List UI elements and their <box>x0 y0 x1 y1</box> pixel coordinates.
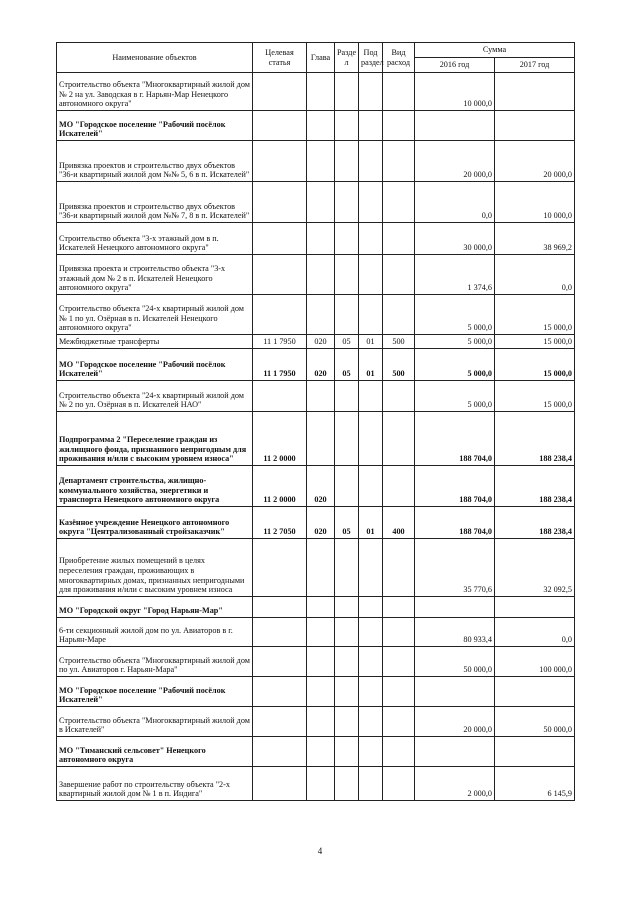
row-expense-type <box>383 647 415 677</box>
row-subsection <box>359 223 383 255</box>
row-subsection: 01 <box>359 349 383 381</box>
table-row <box>57 507 575 539</box>
row-sum-2017: 15 000,0 <box>495 295 575 335</box>
row-section <box>335 412 359 466</box>
row-sum-2016: 20 000,0 <box>415 707 495 737</box>
row-sum-2016: 50 000,0 <box>415 647 495 677</box>
row-section <box>335 707 359 737</box>
header-sum: Сумма <box>415 43 575 58</box>
row-subsection <box>359 647 383 677</box>
row-sum-2016: 5 000,0 <box>415 349 495 381</box>
table-row <box>57 141 575 182</box>
row-section <box>335 677 359 707</box>
row-target-article <box>253 381 307 412</box>
row-section <box>335 466 359 507</box>
row-sum-2017: 15 000,0 <box>495 381 575 412</box>
row-target-article <box>253 182 307 223</box>
row-sum-2016: 5 000,0 <box>415 295 495 335</box>
row-chapter <box>307 767 335 801</box>
row-section <box>335 647 359 677</box>
row-target-article <box>253 767 307 801</box>
row-chapter: 020 <box>307 507 335 539</box>
row-expense-type <box>383 412 415 466</box>
row-sum-2017: 188 238,4 <box>495 507 575 539</box>
row-sum-2016: 188 704,0 <box>415 507 495 539</box>
row-target-article <box>253 141 307 182</box>
row-subsection <box>359 677 383 707</box>
row-subsection <box>359 618 383 647</box>
table-row <box>57 647 575 677</box>
row-section <box>335 597 359 618</box>
row-section <box>335 767 359 801</box>
row-sum-2017: 15 000,0 <box>495 335 575 349</box>
row-target-article <box>253 295 307 335</box>
row-subsection <box>359 539 383 597</box>
row-expense-type <box>383 73 415 111</box>
row-expense-type: 500 <box>383 335 415 349</box>
row-expense-type <box>383 539 415 597</box>
row-target-article <box>253 707 307 737</box>
row-chapter <box>307 597 335 618</box>
row-sum-2016: 1 374,6 <box>415 255 495 295</box>
row-chapter <box>307 707 335 737</box>
row-subsection <box>359 597 383 618</box>
row-section: 05 <box>335 349 359 381</box>
row-sum-2017: 188 238,4 <box>495 412 575 466</box>
header-2016: 2016 год <box>415 58 495 73</box>
row-subsection <box>359 767 383 801</box>
row-subsection <box>359 182 383 223</box>
row-expense-type <box>383 597 415 618</box>
table-row <box>57 618 575 647</box>
header-2017: 2017 год <box>495 58 575 73</box>
table-row <box>57 335 575 349</box>
row-sum-2017 <box>495 737 575 767</box>
table-row <box>57 223 575 255</box>
row-name: МО "Городское поселение "Рабочий посёлок Искателей" <box>57 677 253 707</box>
row-sum-2016: 5 000,0 <box>415 335 495 349</box>
row-target-article: 11 2 0000 <box>253 466 307 507</box>
row-name: 6-ти секционный жилой дом по ул. Авиаторов в г. Нарьян-Маре <box>57 618 253 647</box>
row-target-article <box>253 539 307 597</box>
row-section <box>335 223 359 255</box>
row-expense-type <box>383 737 415 767</box>
row-sum-2016 <box>415 597 495 618</box>
row-expense-type <box>383 141 415 182</box>
row-section <box>335 111 359 141</box>
header-section: Разде л <box>335 43 359 73</box>
row-sum-2016: 35 770,6 <box>415 539 495 597</box>
row-sum-2017: 10 000,0 <box>495 182 575 223</box>
row-sum-2017: 6 145,9 <box>495 767 575 801</box>
row-target-article <box>253 647 307 677</box>
row-sum-2017: 50 000,0 <box>495 707 575 737</box>
row-expense-type <box>383 295 415 335</box>
row-chapter <box>307 539 335 597</box>
row-sum-2017: 100 000,0 <box>495 647 575 677</box>
row-name: Строительство объекта "24-х квартирный жилой дом № 1 по ул. Озёрная в п. Искателей Ненецкого автономного округа" <box>57 295 253 335</box>
row-subsection <box>359 73 383 111</box>
row-expense-type <box>383 255 415 295</box>
row-expense-type <box>383 182 415 223</box>
row-sum-2017: 20 000,0 <box>495 141 575 182</box>
budget-table <box>56 42 575 801</box>
row-sum-2016 <box>415 677 495 707</box>
row-section: 05 <box>335 335 359 349</box>
row-target-article <box>253 597 307 618</box>
row-name: МО "Городское поселение "Рабочий посёлок Искателей" <box>57 349 253 381</box>
row-chapter: 020 <box>307 335 335 349</box>
row-section <box>335 73 359 111</box>
row-name: Департамент строительства, жилищно-коммунального хозяйства, энергетики и транспорта Ненецкого автономного округа <box>57 466 253 507</box>
row-sum-2017 <box>495 677 575 707</box>
row-chapter <box>307 381 335 412</box>
row-chapter <box>307 223 335 255</box>
table-row <box>57 111 575 141</box>
row-section <box>335 618 359 647</box>
row-target-article <box>253 111 307 141</box>
table-row <box>57 737 575 767</box>
table-row <box>57 182 575 223</box>
row-name: Привязка проекта и строительство объекта "3-х этажный дом № 2 в п. Искателей Ненецкого автономного округа" <box>57 255 253 295</box>
header-chapter: Глава <box>307 43 335 73</box>
row-section <box>335 255 359 295</box>
row-sum-2017: 188 238,4 <box>495 466 575 507</box>
row-section <box>335 295 359 335</box>
row-sum-2016: 0,0 <box>415 182 495 223</box>
row-sum-2016: 20 000,0 <box>415 141 495 182</box>
page-number: 4 <box>317 846 323 856</box>
row-section <box>335 182 359 223</box>
row-section <box>335 737 359 767</box>
row-expense-type <box>383 223 415 255</box>
row-sum-2017 <box>495 111 575 141</box>
row-chapter: 020 <box>307 349 335 381</box>
row-name: Привязка проектов и строительство двух объектов "36-и квартирный жилой дом №№ 7, 8 в п. Искателей" <box>57 182 253 223</box>
row-name: МО "Городское поселение "Рабочий посёлок Искателей" <box>57 111 253 141</box>
row-section: 05 <box>335 507 359 539</box>
row-expense-type: 500 <box>383 349 415 381</box>
row-subsection <box>359 707 383 737</box>
row-sum-2016: 30 000,0 <box>415 223 495 255</box>
table-row <box>57 677 575 707</box>
table-row <box>57 539 575 597</box>
row-chapter <box>307 73 335 111</box>
row-chapter <box>307 111 335 141</box>
row-name: МО "Городской округ "Город Нарьян-Мар" <box>57 597 253 618</box>
row-sum-2016: 5 000,0 <box>415 381 495 412</box>
row-expense-type <box>383 677 415 707</box>
row-chapter <box>307 295 335 335</box>
row-name: Завершение работ по строительству объекта "2-х квартирный жилой дом № 1 в п. Индига" <box>57 767 253 801</box>
row-chapter <box>307 737 335 767</box>
row-chapter <box>307 647 335 677</box>
row-name: Строительство объекта "3-х этажный дом в п. Искателей Ненецкого автономного округа" <box>57 223 253 255</box>
row-name: Приобретение жилых помещений в целях переселения граждан, проживающих в многоквартирных домах, признанных непригодными для проживания и/или с высоким уровнем износа <box>57 539 253 597</box>
row-sum-2017: 38 969,2 <box>495 223 575 255</box>
row-name: Межбюджетные трансферты <box>57 335 253 349</box>
header-exptype: Вид расход <box>383 43 415 73</box>
header-target: Целевая статья <box>253 43 307 73</box>
row-sum-2016: 2 000,0 <box>415 767 495 801</box>
row-section <box>335 539 359 597</box>
row-expense-type <box>383 466 415 507</box>
row-target-article <box>253 677 307 707</box>
row-expense-type: 400 <box>383 507 415 539</box>
header-subsection: Под раздел <box>359 43 383 73</box>
table-row <box>57 707 575 737</box>
row-target-article <box>253 737 307 767</box>
row-subsection: 01 <box>359 507 383 539</box>
row-chapter <box>307 677 335 707</box>
row-expense-type <box>383 111 415 141</box>
header-name: Наименование объектов <box>57 43 253 73</box>
row-target-article: 11 2 7050 <box>253 507 307 539</box>
row-sum-2017: 0,0 <box>495 618 575 647</box>
table-row <box>57 412 575 466</box>
row-name: Строительство объекта "24-х квартирный жилой дом № 2 по ул. Озёрная в п. Искателей НАО" <box>57 381 253 412</box>
row-target-article <box>253 223 307 255</box>
row-chapter <box>307 412 335 466</box>
row-section <box>335 141 359 182</box>
row-subsection <box>359 255 383 295</box>
row-sum-2016: 188 704,0 <box>415 412 495 466</box>
row-subsection <box>359 412 383 466</box>
row-name: Строительство объекта "Многоквартирный жилой дом по ул. Авиаторов г. Нарьян-Мара" <box>57 647 253 677</box>
row-expense-type <box>383 707 415 737</box>
row-subsection <box>359 295 383 335</box>
row-chapter <box>307 182 335 223</box>
row-sum-2017 <box>495 597 575 618</box>
table-row <box>57 349 575 381</box>
row-name: Привязка проектов и строительство двух объектов "36-и квартирный жилой дом №№ 5, 6 в п. Искателей" <box>57 141 253 182</box>
row-target-article: 11 1 7950 <box>253 349 307 381</box>
row-subsection <box>359 381 383 412</box>
table-row <box>57 73 575 111</box>
row-name: Строительство объекта "Многоквартирный жилой дом № 2 на ул. Заводская в г. Нарьян-Мар Ненецкого автономного округа" <box>57 73 253 111</box>
row-name: Строительство объекта "Многоквартирный жилой дом в Искателей" <box>57 707 253 737</box>
row-subsection <box>359 466 383 507</box>
row-expense-type <box>383 767 415 801</box>
row-sum-2016: 188 704,0 <box>415 466 495 507</box>
row-target-article: 11 2 0000 <box>253 412 307 466</box>
row-sum-2016: 80 933,4 <box>415 618 495 647</box>
row-sum-2017: 32 092,5 <box>495 539 575 597</box>
table-row <box>57 295 575 335</box>
table-row <box>57 255 575 295</box>
row-chapter <box>307 618 335 647</box>
table-row <box>57 597 575 618</box>
row-sum-2016: 10 000,0 <box>415 73 495 111</box>
row-subsection <box>359 737 383 767</box>
row-sum-2017 <box>495 73 575 111</box>
row-chapter: 020 <box>307 466 335 507</box>
row-target-article <box>253 255 307 295</box>
row-name: Казённое учреждение Ненецкого автономного округа "Централизованный стройзаказчик" <box>57 507 253 539</box>
row-target-article <box>253 618 307 647</box>
row-chapter <box>307 141 335 182</box>
row-section <box>335 381 359 412</box>
row-subsection: 01 <box>359 335 383 349</box>
table-row <box>57 466 575 507</box>
table-body <box>57 73 575 801</box>
row-target-article <box>253 73 307 111</box>
row-subsection <box>359 141 383 182</box>
row-expense-type <box>383 618 415 647</box>
row-sum-2016 <box>415 111 495 141</box>
row-name: Подпрограмма 2 "Переселение граждан из жилищного фонда, признанного непригодным для проживания и/или с высоким уровнем износа" <box>57 412 253 466</box>
row-subsection <box>359 111 383 141</box>
row-sum-2016 <box>415 737 495 767</box>
row-expense-type <box>383 381 415 412</box>
table-row <box>57 767 575 801</box>
row-target-article: 11 1 7950 <box>253 335 307 349</box>
table-row <box>57 381 575 412</box>
row-name: МО "Тиманский сельсовет" Ненецкого автономного округа <box>57 737 253 767</box>
row-chapter <box>307 255 335 295</box>
row-sum-2017: 0,0 <box>495 255 575 295</box>
row-sum-2017: 15 000,0 <box>495 349 575 381</box>
